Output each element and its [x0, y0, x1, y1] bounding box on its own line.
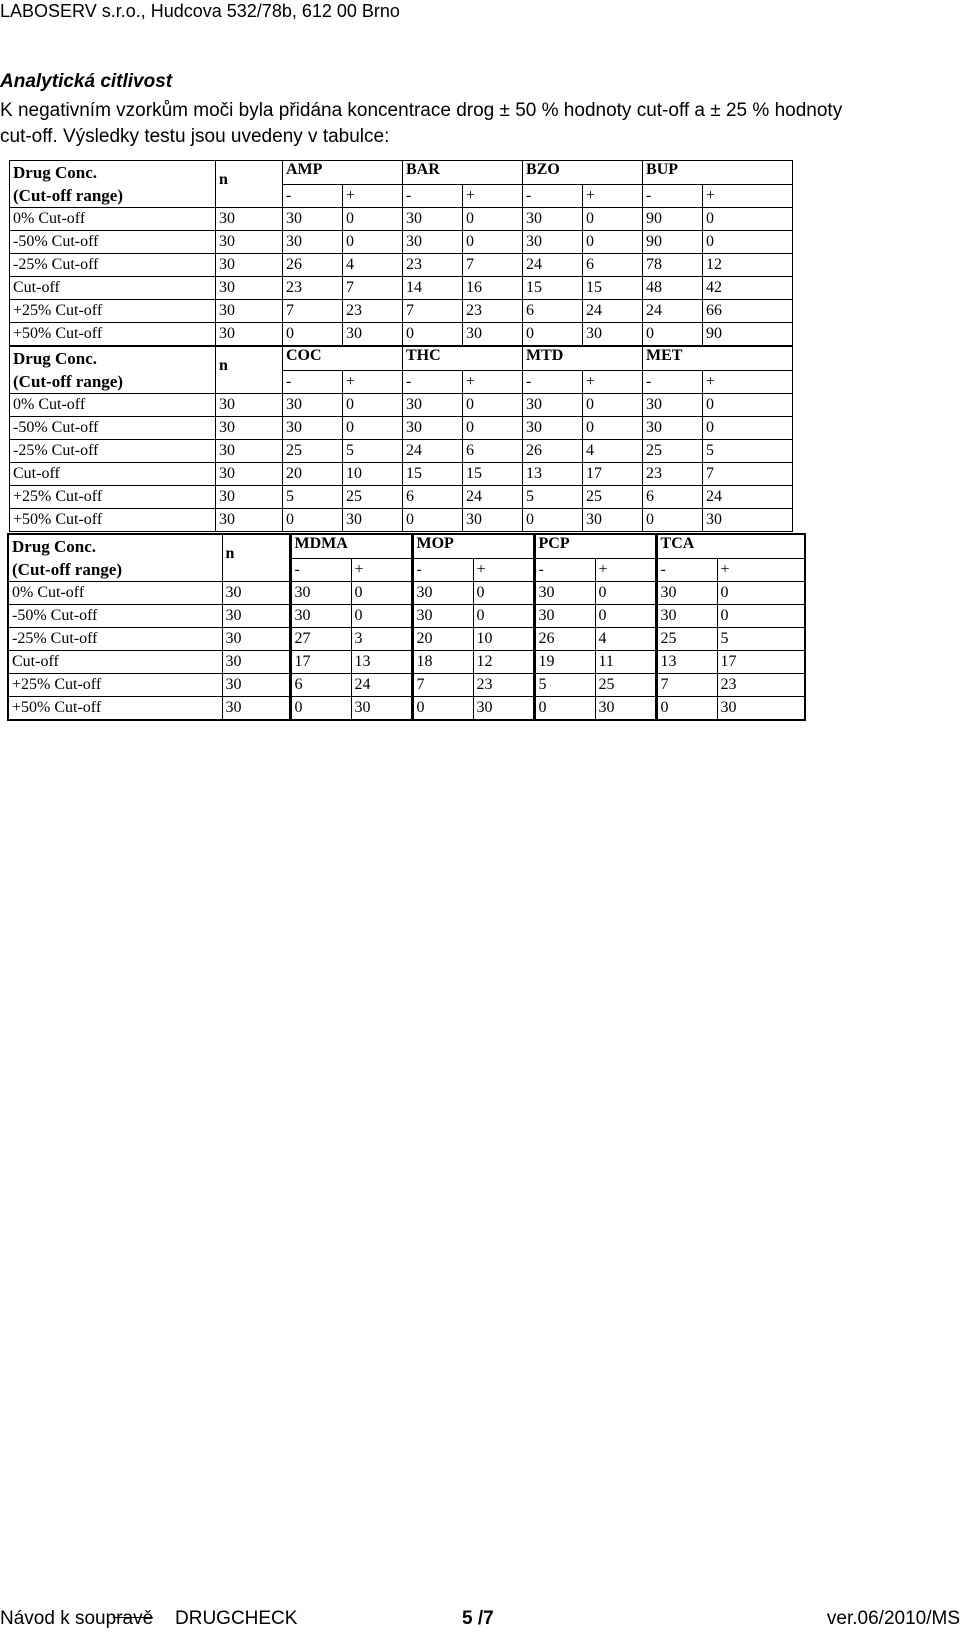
- negative-count: 23: [643, 463, 703, 486]
- positive-count: 0: [703, 394, 793, 417]
- negative-count: 15: [403, 463, 463, 486]
- footer-divider: [113, 1617, 153, 1618]
- negative-count: 20: [412, 628, 473, 651]
- table-row: [8, 628, 805, 651]
- positive-count: 0: [351, 582, 412, 605]
- positive-count: 24: [703, 486, 793, 509]
- negative-count: 30: [643, 417, 703, 440]
- negative-count: 48: [643, 277, 703, 300]
- row-label: +50% Cut-off: [10, 509, 216, 532]
- positive-count: 25: [595, 674, 656, 697]
- positive-count: 12: [703, 254, 793, 277]
- negative-count: 6: [290, 674, 351, 697]
- table-row: [10, 509, 793, 532]
- positive-count: 0: [583, 394, 643, 417]
- positive-count: 0: [463, 394, 523, 417]
- drug-header: MDMA: [290, 534, 412, 558]
- positive-count: 30: [583, 323, 643, 346]
- negative-count: 7: [656, 674, 717, 697]
- negative-count: 23: [283, 277, 343, 300]
- cutoff-range-label: (Cut-off range): [12, 560, 122, 579]
- negative-count: 30: [523, 231, 583, 254]
- row-label: +50% Cut-off: [10, 323, 216, 346]
- footer-version: ver.06/2010/MS: [826, 1608, 960, 1629]
- sign-plus: +: [463, 370, 523, 394]
- negative-count: 90: [643, 231, 703, 254]
- row-n: 30: [216, 254, 283, 277]
- positive-count: 0: [583, 208, 643, 231]
- row-label: +25% Cut-off: [10, 486, 216, 509]
- row-label: -25% Cut-off: [8, 628, 222, 651]
- positive-count: 13: [351, 651, 412, 674]
- table-header-row: [10, 347, 793, 371]
- positive-count: 16: [463, 277, 523, 300]
- row-n: 30: [216, 417, 283, 440]
- drug-conc-header: [8, 534, 222, 582]
- row-n: 30: [222, 628, 290, 651]
- drug-conc-label: Drug Conc.: [12, 537, 97, 556]
- sign-plus: +: [583, 184, 643, 208]
- negative-count: 0: [283, 509, 343, 532]
- negative-count: 26: [534, 628, 595, 651]
- sign-minus: -: [643, 184, 703, 208]
- positive-count: 25: [583, 486, 643, 509]
- positive-count: 23: [343, 300, 403, 323]
- negative-count: 30: [290, 582, 351, 605]
- row-label: Cut-off: [10, 277, 216, 300]
- row-label: +50% Cut-off: [8, 697, 222, 721]
- sign-plus: +: [343, 370, 403, 394]
- positive-count: 30: [473, 697, 534, 721]
- sign-minus: -: [283, 370, 343, 394]
- sign-minus: -: [656, 558, 717, 582]
- sign-plus: +: [583, 370, 643, 394]
- negative-count: 25: [656, 628, 717, 651]
- positive-count: 30: [463, 509, 523, 532]
- negative-count: 24: [523, 254, 583, 277]
- row-n: 30: [216, 208, 283, 231]
- positive-count: 0: [351, 605, 412, 628]
- positive-count: 0: [595, 582, 656, 605]
- sign-minus: -: [290, 558, 351, 582]
- sign-plus: +: [703, 184, 793, 208]
- row-label: +25% Cut-off: [8, 674, 222, 697]
- positive-count: 3: [351, 628, 412, 651]
- positive-count: 0: [473, 582, 534, 605]
- table-row: [10, 440, 793, 463]
- row-n: 30: [216, 323, 283, 346]
- sign-minus: -: [403, 370, 463, 394]
- table-body: [10, 394, 793, 532]
- negative-count: 27: [290, 628, 351, 651]
- positive-count: 0: [463, 208, 523, 231]
- positive-count: 0: [703, 231, 793, 254]
- cutoff-range-label: (Cut-off range): [13, 186, 123, 205]
- drug-header: COC: [283, 347, 403, 371]
- positive-count: 15: [583, 277, 643, 300]
- positive-count: 30: [717, 697, 805, 721]
- row-n: 30: [216, 277, 283, 300]
- positive-count: 10: [473, 628, 534, 651]
- negative-count: 26: [283, 254, 343, 277]
- sign-minus: -: [412, 558, 473, 582]
- section-description: [0, 98, 960, 150]
- table-row: [10, 300, 793, 323]
- sign-minus: -: [403, 184, 463, 208]
- positive-count: 90: [703, 323, 793, 346]
- positive-count: 30: [703, 509, 793, 532]
- positive-count: 23: [473, 674, 534, 697]
- sign-plus: +: [703, 370, 793, 394]
- drug-conc-label: Drug Conc.: [13, 163, 98, 182]
- row-n: 30: [216, 394, 283, 417]
- drug-header: BAR: [403, 161, 523, 185]
- positive-count: 24: [463, 486, 523, 509]
- drug-header: MTD: [523, 347, 643, 371]
- positive-count: 0: [717, 605, 805, 628]
- negative-count: 30: [523, 417, 583, 440]
- negative-count: 30: [290, 605, 351, 628]
- table-header-row: [8, 534, 805, 558]
- row-n: 30: [216, 509, 283, 532]
- table-row: [10, 486, 793, 509]
- sign-plus: +: [351, 558, 412, 582]
- positive-count: 30: [343, 509, 403, 532]
- page-footer: [0, 1606, 960, 1632]
- sign-plus: +: [595, 558, 656, 582]
- row-label: -25% Cut-off: [10, 440, 216, 463]
- positive-count: 17: [583, 463, 643, 486]
- positive-count: 42: [703, 277, 793, 300]
- footer-product: DRUGCHECK: [175, 1608, 298, 1629]
- sign-plus: +: [473, 558, 534, 582]
- negative-count: 30: [403, 394, 463, 417]
- positive-count: 4: [595, 628, 656, 651]
- positive-count: 0: [703, 417, 793, 440]
- positive-count: 24: [351, 674, 412, 697]
- sign-minus: -: [523, 184, 583, 208]
- positive-count: 0: [343, 417, 403, 440]
- sign-minus: -: [283, 184, 343, 208]
- row-label: -25% Cut-off: [10, 254, 216, 277]
- positive-count: 25: [343, 486, 403, 509]
- negative-count: 30: [283, 417, 343, 440]
- negative-count: 0: [412, 697, 473, 721]
- row-n: 30: [216, 440, 283, 463]
- negative-count: 5: [283, 486, 343, 509]
- sign-plus: +: [717, 558, 805, 582]
- drug-header: TCA: [656, 534, 805, 558]
- positive-count: 7: [343, 277, 403, 300]
- drug-conc-label: Drug Conc.: [13, 349, 98, 368]
- negative-count: 30: [656, 582, 717, 605]
- negative-count: 7: [283, 300, 343, 323]
- negative-count: 7: [412, 674, 473, 697]
- negative-count: 0: [656, 697, 717, 721]
- negative-count: 30: [656, 605, 717, 628]
- negative-count: 5: [534, 674, 595, 697]
- positive-count: 0: [583, 231, 643, 254]
- positive-count: 5: [703, 440, 793, 463]
- table-row: [10, 208, 793, 231]
- row-label: -50% Cut-off: [8, 605, 222, 628]
- negative-count: 5: [523, 486, 583, 509]
- negative-count: 23: [403, 254, 463, 277]
- row-label: Cut-off: [8, 651, 222, 674]
- positive-count: 6: [583, 254, 643, 277]
- positive-count: 7: [703, 463, 793, 486]
- sensitivity-table-3: [7, 533, 806, 721]
- sign-plus: +: [343, 184, 403, 208]
- negative-count: 0: [283, 323, 343, 346]
- positive-count: 7: [463, 254, 523, 277]
- row-n: 30: [216, 231, 283, 254]
- drug-header: PCP: [534, 534, 656, 558]
- positive-count: 30: [351, 697, 412, 721]
- table-row: [10, 394, 793, 417]
- row-label: 0% Cut-off: [10, 394, 216, 417]
- negative-count: 90: [643, 208, 703, 231]
- table-row: [10, 323, 793, 346]
- positive-count: 4: [343, 254, 403, 277]
- negative-count: 19: [534, 651, 595, 674]
- negative-count: 30: [403, 417, 463, 440]
- table-row: [8, 674, 805, 697]
- positive-count: 0: [703, 208, 793, 231]
- table-body: [10, 208, 793, 346]
- positive-count: 6: [463, 440, 523, 463]
- negative-count: 30: [283, 231, 343, 254]
- negative-count: 30: [523, 394, 583, 417]
- row-n: 30: [216, 463, 283, 486]
- sign-minus: -: [534, 558, 595, 582]
- row-label: +25% Cut-off: [10, 300, 216, 323]
- positive-count: 11: [595, 651, 656, 674]
- n-header: n: [222, 534, 290, 582]
- negative-count: 7: [403, 300, 463, 323]
- n-header: n: [216, 347, 283, 394]
- drug-header: THC: [403, 347, 523, 371]
- row-label: -50% Cut-off: [10, 417, 216, 440]
- negative-count: 0: [534, 697, 595, 721]
- sensitivity-table-1: [9, 160, 793, 346]
- table-row: [8, 697, 805, 721]
- positive-count: 5: [717, 628, 805, 651]
- sign-plus: +: [463, 184, 523, 208]
- negative-count: 30: [523, 208, 583, 231]
- row-n: 30: [222, 651, 290, 674]
- negative-count: 30: [412, 582, 473, 605]
- sensitivity-table-2: [9, 346, 793, 532]
- positive-count: 30: [595, 697, 656, 721]
- positive-count: 30: [583, 509, 643, 532]
- row-n: 30: [222, 674, 290, 697]
- positive-count: 24: [583, 300, 643, 323]
- negative-count: 20: [283, 463, 343, 486]
- table-header-row: [10, 161, 793, 185]
- positive-count: 66: [703, 300, 793, 323]
- row-n: 30: [216, 300, 283, 323]
- negative-count: 30: [403, 231, 463, 254]
- description-line-2: cut-off. Výsledky testu jsou uvedeny v tabulce:: [0, 126, 390, 147]
- table-row: [10, 417, 793, 440]
- table-row: [8, 605, 805, 628]
- footer-page-number: 5 /7: [462, 1608, 494, 1629]
- positive-count: 23: [463, 300, 523, 323]
- negative-count: 0: [523, 509, 583, 532]
- negative-count: 0: [643, 509, 703, 532]
- sign-minus: -: [643, 370, 703, 394]
- table-row: [8, 651, 805, 674]
- positive-count: 0: [463, 231, 523, 254]
- n-header: n: [216, 161, 283, 208]
- negative-count: 15: [523, 277, 583, 300]
- cutoff-range-label: (Cut-off range): [13, 372, 123, 391]
- positive-count: 5: [343, 440, 403, 463]
- footer-manual-label: Návod k soupravě: [0, 1608, 154, 1629]
- negative-count: 25: [643, 440, 703, 463]
- table-row: [10, 463, 793, 486]
- negative-count: 0: [643, 323, 703, 346]
- positive-count: 0: [343, 231, 403, 254]
- negative-count: 30: [412, 605, 473, 628]
- negative-count: 30: [643, 394, 703, 417]
- negative-count: 0: [523, 323, 583, 346]
- positive-count: 23: [717, 674, 805, 697]
- positive-count: 30: [463, 323, 523, 346]
- negative-count: 13: [656, 651, 717, 674]
- row-label: 0% Cut-off: [10, 208, 216, 231]
- positive-count: 17: [717, 651, 805, 674]
- table-row: [10, 254, 793, 277]
- negative-count: 30: [403, 208, 463, 231]
- negative-count: 24: [643, 300, 703, 323]
- section-title: Analytická citlivost: [0, 71, 173, 92]
- drug-header: BZO: [523, 161, 643, 185]
- negative-count: 30: [283, 208, 343, 231]
- positive-count: 0: [343, 394, 403, 417]
- drug-header: AMP: [283, 161, 403, 185]
- negative-count: 0: [403, 323, 463, 346]
- positive-count: 10: [343, 463, 403, 486]
- description-line-1: K negativním vzorkům moči byla přidána koncentrace drog ± 50 % hodnoty cut-off a ± 25 % hodnoty: [0, 100, 843, 121]
- positive-count: 0: [473, 605, 534, 628]
- table-row: [8, 582, 805, 605]
- company-header: LABOSERV s.r.o., Hudcova 532/78b, 612 00 Brno: [0, 1, 400, 21]
- positive-count: 15: [463, 463, 523, 486]
- positive-count: 0: [583, 417, 643, 440]
- negative-count: 78: [643, 254, 703, 277]
- row-label: Cut-off: [10, 463, 216, 486]
- positive-count: 12: [473, 651, 534, 674]
- positive-count: 0: [717, 582, 805, 605]
- row-n: 30: [222, 605, 290, 628]
- drug-header: MOP: [412, 534, 534, 558]
- negative-count: 26: [523, 440, 583, 463]
- row-label: -50% Cut-off: [10, 231, 216, 254]
- table-row: [10, 277, 793, 300]
- positive-count: 4: [583, 440, 643, 463]
- negative-count: 0: [403, 509, 463, 532]
- negative-count: 13: [523, 463, 583, 486]
- negative-count: 30: [534, 605, 595, 628]
- negative-count: 25: [283, 440, 343, 463]
- negative-count: 17: [290, 651, 351, 674]
- row-n: 30: [216, 486, 283, 509]
- positive-count: 0: [343, 208, 403, 231]
- negative-count: 6: [403, 486, 463, 509]
- positive-count: 0: [463, 417, 523, 440]
- negative-count: 0: [290, 697, 351, 721]
- table-body: [8, 582, 805, 721]
- drug-header: BUP: [643, 161, 793, 185]
- negative-count: 18: [412, 651, 473, 674]
- negative-count: 30: [534, 582, 595, 605]
- negative-count: 30: [283, 394, 343, 417]
- table-row: [10, 231, 793, 254]
- drug-conc-header: [10, 161, 216, 208]
- negative-count: 6: [523, 300, 583, 323]
- sign-minus: -: [523, 370, 583, 394]
- drug-header: MET: [643, 347, 793, 371]
- positive-count: 30: [343, 323, 403, 346]
- row-n: 30: [222, 697, 290, 721]
- negative-count: 24: [403, 440, 463, 463]
- row-label: 0% Cut-off: [8, 582, 222, 605]
- drug-conc-header: [10, 347, 216, 394]
- negative-count: 6: [643, 486, 703, 509]
- row-n: 30: [222, 582, 290, 605]
- negative-count: 14: [403, 277, 463, 300]
- positive-count: 0: [595, 605, 656, 628]
